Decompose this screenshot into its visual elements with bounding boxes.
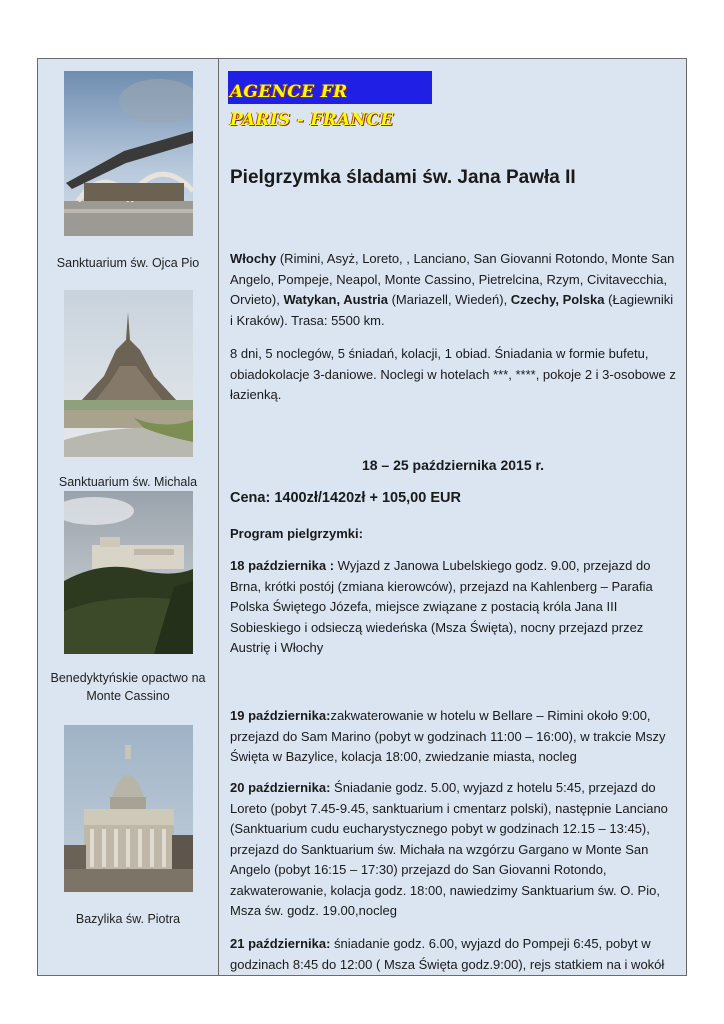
accommodation-paragraph: 8 dni, 5 noclegów, 5 śniadań, kolacji, 1 obiad. Śniadania w formie bufetu, obiadokolacje 3-daniowe. Noclegi w hotelach ***, ****, pokoje 2 i 3-osobowe z łazienką. bbox=[230, 346, 676, 402]
photo-caption-3: Benedyktyńskie opactwo na Monte Cassino bbox=[50, 671, 206, 703]
photo-caption-2: Sanktuarium św. Michala bbox=[58, 475, 198, 489]
monte-cassino-photo bbox=[64, 491, 193, 654]
day-label: 19 października: bbox=[230, 708, 331, 723]
route-paragraph bbox=[230, 249, 678, 331]
trip-dates: 18 – 25 października 2015 r. bbox=[361, 457, 545, 473]
mont-saint-michel-photo bbox=[64, 290, 193, 457]
program-heading: Program pielgrzymki: bbox=[230, 526, 363, 541]
route-text-2: (Mariazell, Wiedeń), bbox=[387, 292, 511, 307]
content-column bbox=[228, 59, 678, 975]
photo-column bbox=[38, 59, 218, 975]
agency-location: PARIS - FRANCE bbox=[230, 110, 394, 130]
page-title: Pielgrzymka śladami św. Jana Pawła II bbox=[230, 167, 576, 188]
trip-price: Cena: 1400zł/1420zł + 105,00 EUR bbox=[230, 490, 461, 506]
day-18-paragraph bbox=[230, 556, 678, 659]
agency-name: AGENCE FR bbox=[230, 82, 348, 102]
route-country-3: Czechy, Polska bbox=[510, 292, 605, 307]
day-19-paragraph bbox=[230, 706, 678, 768]
route-text-3: (Łagiewniki i Kraków). Trasa: 5500 km. bbox=[230, 292, 674, 328]
day-20-paragraph bbox=[230, 778, 678, 922]
day-label: 21 października: bbox=[230, 936, 331, 951]
route-text-1: (Rimini, Asyż, Loreto, , Lanciano, San Giovanni Rotondo, Monte San Angelo, Pompeje, Neapol, Monte Cassino, Pietrelcina, Rzym, Civitavecchia, Orvieto), bbox=[230, 251, 675, 307]
day-text: śniadanie godz. 6.00, wyjazd do Pompeji 6:45, pobyt w godzinach 8:45 do 12:00 ( Msza Święta godz.9:00), rejs statkiem na i wokół bbox=[230, 936, 665, 972]
route-country-1: Włochy bbox=[230, 251, 277, 266]
page-frame bbox=[37, 58, 687, 976]
padre-pio-church-photo bbox=[64, 71, 193, 236]
day-text: Wyjazd z Janowa Lubelskiego godz. 9.00, przejazd do Brna, krótki postój (zmiana kierowców), przejazd na Kahlenberg – Parafia Polska Świętego Józefa, miejsce związane z postacią króla Jana III Sobieskiego i odsieczą wiedeńska (Msza Święta), nocny przejazd przez Austrię i Włochy bbox=[230, 558, 653, 655]
day-text: Śniadanie godz. 5.00, wyjazd z hotelu 5:45, przejazd do Loreto (pobyt 7.45-9.45, sanktuarium i cmentarz polski), następnie Lanciano (Sanktuarium cudu eucharystycznego pobyt w godzinach 12.15 – 13:45), przejazd do Sanktuarium św. Michała na wzgórzu Gargano w Monte San Angelo (pobyt 16:15 – 17:30) przejazd do San Giovanni Rotondo, zakwaterowanie, kolacja godz. 18:00, nawiedzimy Sanktuarium św. O. Pio, Msza św. godz. 19.00,nocleg bbox=[230, 780, 668, 918]
day-21-paragraph bbox=[230, 934, 678, 975]
day-text: zakwaterowanie w hotelu w Bellare – Rimini około 9:00, przejazd do Sam Marino (pobyt w godzinach 11:00 – 16:00), w trakcie Mszy Święta w Bazylice, kolacja 18:00, zwiedzanie miasta, nocleg bbox=[230, 708, 666, 764]
route-country-2: Watykan, Austria bbox=[283, 292, 388, 307]
photo-caption-1: Sanktuarium św. Ojca Pio bbox=[56, 256, 200, 270]
st-peters-basilica-photo bbox=[64, 725, 193, 892]
photo-caption-4: Bazylika św. Piotra bbox=[75, 912, 181, 926]
day-label: 18 października : bbox=[230, 558, 335, 573]
day-label: 20 października: bbox=[230, 780, 331, 795]
column-divider bbox=[218, 59, 219, 975]
